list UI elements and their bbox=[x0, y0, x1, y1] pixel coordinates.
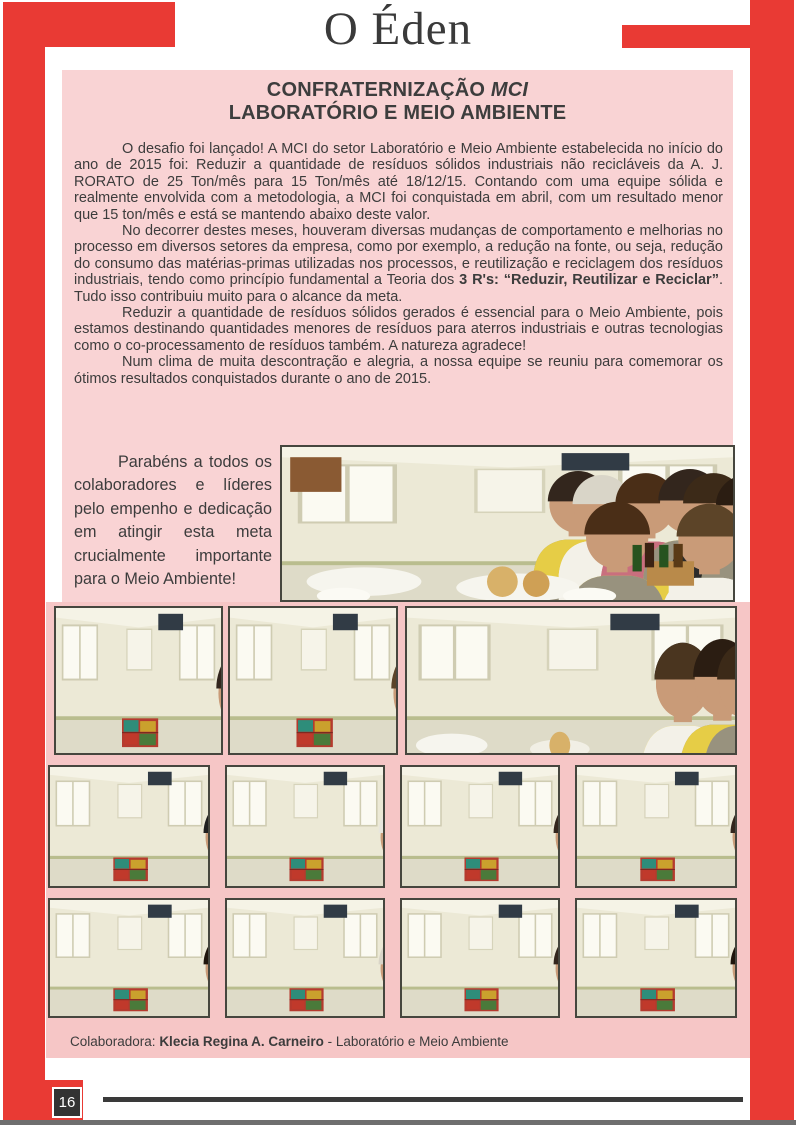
paragraph-2: No decorrer destes meses, houveram diversas mudanças de comportamento e melhorias no processo em diversos setores da empresa, como por exemplo, a redução na fonte, ou seja, redução do consumo das matérias-primas utilizadas nos processos, e reutilização e reciclagem dos resíduos industriais, tendo como princípio fundamental a Teoria dos 3 R's: “Reduzir, Reutilizar e Reciclar”. Tudo isso contribuiu muito para o alcance da meta. bbox=[74, 223, 723, 305]
photo-grid-8 bbox=[48, 898, 210, 1018]
article-title bbox=[62, 79, 733, 125]
page-bottom-edge bbox=[0, 1120, 796, 1125]
paragraph-4: Num clima de muita descontração e alegria, a nossa equipe se reuniu para comemorar os ótimos resultados conquistados durante o ano de 2015. bbox=[74, 354, 723, 387]
crowd-photo-illustration bbox=[282, 447, 733, 600]
pair-photo-illustration bbox=[227, 900, 383, 1016]
article-title-line2: LABORATÓRIO E MEIO AMBIENTE bbox=[228, 102, 567, 124]
pair-photo-illustration bbox=[50, 767, 208, 886]
pair-photo-illustration bbox=[56, 608, 221, 753]
article-title-line1: CONFRATERNIZAÇÃO MCI bbox=[266, 79, 529, 101]
page-number: 16 bbox=[52, 1087, 82, 1118]
photo-grid-9 bbox=[225, 898, 385, 1018]
photo-hero-group bbox=[280, 445, 735, 602]
photo-grid-4 bbox=[48, 765, 210, 888]
pair-photo-illustration bbox=[402, 900, 558, 1016]
pair-photo-illustration bbox=[577, 900, 735, 1016]
photo-grid-3 bbox=[405, 606, 737, 755]
line-photo-illustration bbox=[407, 608, 735, 753]
photo-grid-2 bbox=[228, 606, 398, 755]
paragraph-1: O desafio foi lançado! A MCI do setor Laboratório e Meio Ambiente estabelecida no início do ano de 2015 foi: Reduzir a quantidade de resíduos sólidos industriais não recicláveis da A. J. RORATO de 25 Ton/mês para 15 Ton/mês até 18/12/15. Contando com uma equipe sólida e realmente envolvida com a metodologia, a MCI foi conquistada em abril, com um resultado menor que 15 ton/mês e está se mantendo abaixo deste valor. bbox=[74, 141, 723, 223]
pair-photo-illustration bbox=[227, 767, 383, 886]
frame-right-bar bbox=[750, 0, 794, 1121]
pair-photo-illustration bbox=[402, 767, 558, 886]
photo-grid-11 bbox=[575, 898, 737, 1018]
pair-photo-illustration bbox=[50, 900, 208, 1016]
masthead-title: O Éden bbox=[323, 3, 473, 55]
pair-photo-illustration bbox=[230, 608, 396, 753]
article-body bbox=[74, 141, 723, 387]
contributor-caption: Colaboradora: Klecia Regina A. Carneiro - Laboratório e Meio Ambiente bbox=[70, 1034, 509, 1049]
contributor-name: Klecia Regina A. Carneiro bbox=[159, 1034, 324, 1049]
photo-grid-1 bbox=[54, 606, 223, 755]
paragraph-3: Reduzir a quantidade de resíduos sólidos gerados é essencial para o Meio Ambiente, pois estamos destinando quantidades menores de resíduos para aterros industriais e outras tecnologias como o co-processamento de resíduos também. A natureza agradece! bbox=[74, 305, 723, 354]
photo-grid-7 bbox=[575, 765, 737, 888]
photo-grid-6 bbox=[400, 765, 560, 888]
congrats-text: Parabéns a todos os colaboradores e líderes pelo empenho e dedicação em atingir esta meta crucialmente importante para o Meio Ambiente! bbox=[74, 453, 272, 589]
footer-rule bbox=[103, 1097, 743, 1102]
photo-grid-5 bbox=[225, 765, 385, 888]
three-rs-bold: 3 R's: “Reduzir, Reutilizar e Reciclar” bbox=[459, 272, 719, 289]
frame-left-bar bbox=[3, 2, 45, 1121]
pair-photo-illustration bbox=[577, 767, 735, 886]
photo-grid-10 bbox=[400, 898, 560, 1018]
